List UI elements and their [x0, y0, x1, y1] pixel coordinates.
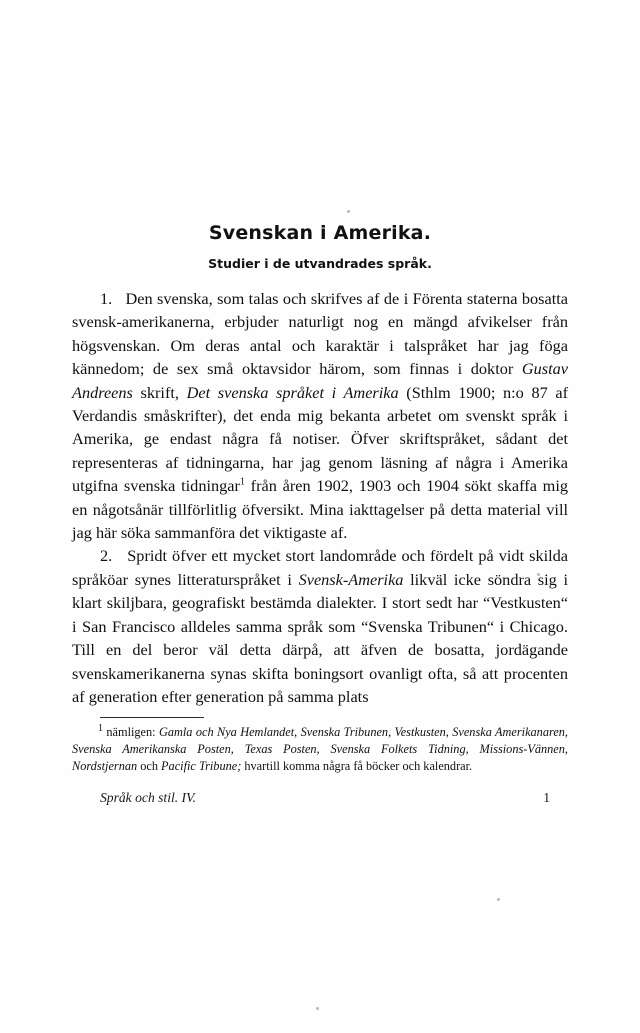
- page-footer: [72, 790, 568, 806]
- page-subtitle: Studier i de utvandrades språk.: [208, 256, 432, 271]
- page-content: [72, 222, 568, 806]
- paragraph-1: 1. Den svenska, som talas och skrifves af de i Förenta staterna bosatta svensk-amerikanerna, erbjuder naturligt nog en mängd afvikelser från högsvenskan. Om deras antal och karaktär i talspråket har jag föga kännedom; de sex små oktavsidor härom, som finnas i doktor Gustav Andreens skrift, Det svenska språket i Amerika (Sthlm 1900; n:o 87 af Verdandis småskrifter), det enda mig bekanta arbetet om svenskt språk i Amerika, ge endast några få notiser. Öfver skriftspråket, sådant det representeras af tidningarna, har jag genom läsning af några i Amerika utgifna svenska tidningar$^1$ från åren 1902, 1903 och 1904 sökt skaffa mig en någotsånär tillförlitlig öfversikt. Mina iakttagelser på detta material vill jag här söka sammanföra det viktigaste af.: [72, 289, 569, 543]
- footnote-separator: [100, 717, 204, 718]
- paper-speck: [347, 210, 350, 213]
- page-title: Svenskan i Amerika.: [208, 222, 432, 244]
- page-number: 1: [543, 790, 550, 806]
- paper-speck: [316, 1007, 319, 1010]
- paper-speck: [497, 898, 500, 901]
- footnote-1: $^1$ nämligen: Gamla och Nya Hemlandet, Svenska Tribunen, Vestkusten, Svenska Amerikanaren, Svenska Amerikanska Posten, Texas Posten, Svenska Folkets Tidning, Missions-Vännen, Nordstjernan och Pacific Tribune; hvartill komma några få böcker och kalendrar.: [72, 723, 568, 773]
- running-title: Språk och stil. IV.: [100, 790, 197, 806]
- paragraph-2: 2. Spridt öfver ett mycket stort landområde och fördelt på vidt skilda språköar synes litteraturspråket i Svensk-Amerika likväl icke söndra sig i klart skiljbara, geografiskt bestämda dialekter. I stort sedt har “Vestkusten“ i San Francisco alldeles samma språk som “Svenska Tribunen“ i Chicago. Till en del beror väl detta därpå, att äfven de bosatta, jordägande svenskamerikanerna synas skifta boningsort ovanligt ofta, så att procenten af generation efter generation på samma plats: [72, 546, 569, 706]
